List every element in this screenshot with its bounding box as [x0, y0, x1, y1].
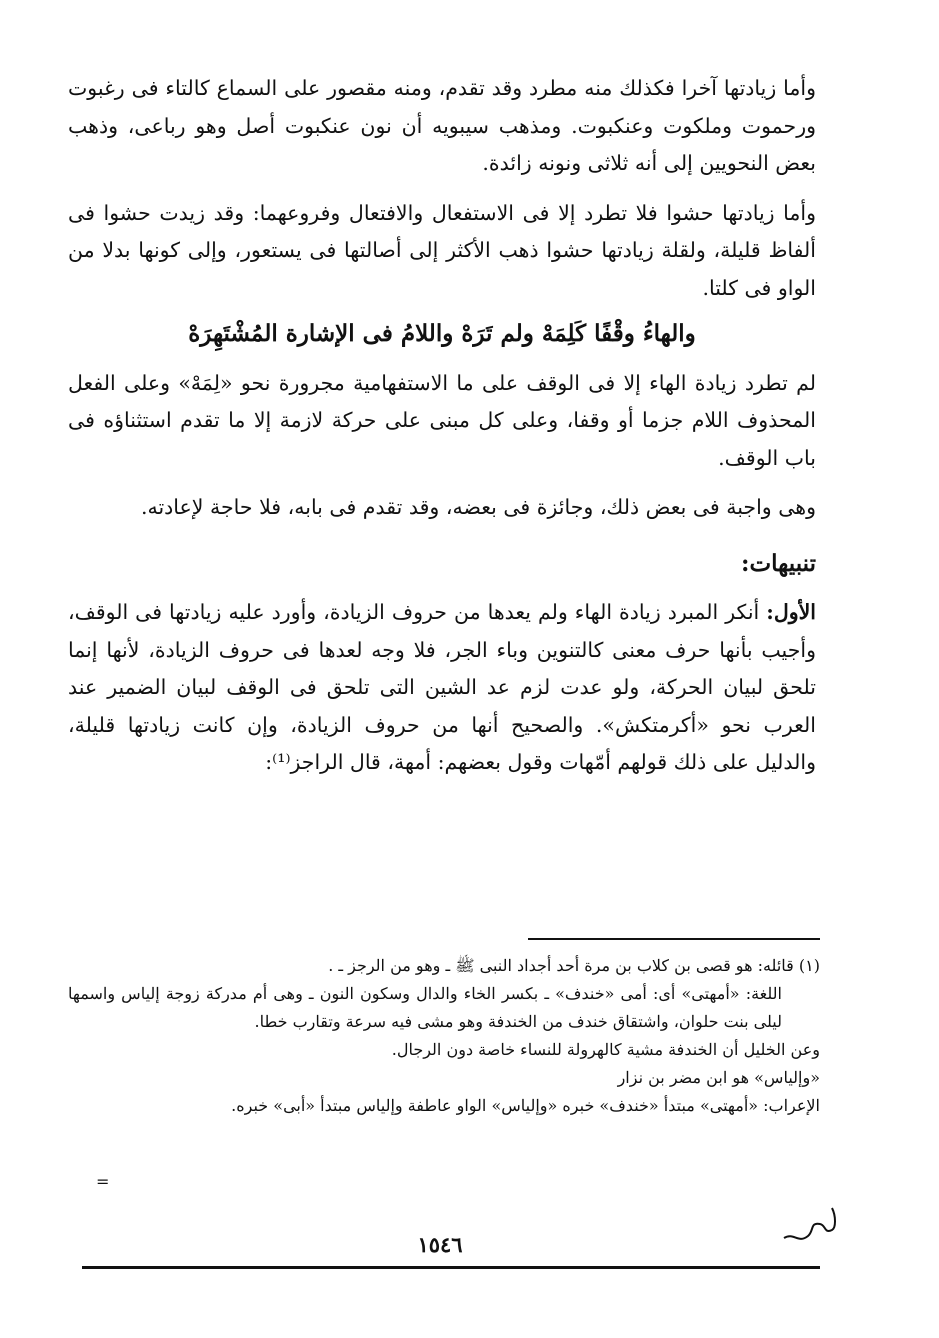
- paragraph-2: وأما زيادتها حشوا فلا تطرد إلا فى الاستفعال والافتعال وفروعهما: وقد زيدت حشوا فى ألفاظ قليلة، ولقلة زيادتها حشوا ذهب الأكثر إلى أصالتها فى يستعور، وإلى كونها بدلا من الواو فى كلتا.: [68, 200, 816, 300]
- paragraph-3: لم تطرد زيادة الهاء إلا فى الوقف على ما الاستفهامية مجرورة نحو «لِمَهْ» وعلى الفعل المحذوف اللام جزما أو وقفا، وعلى كل مبنى على حركة لازمة إلا ما تقدم استثناؤه فى باب الوقف.: [68, 370, 816, 470]
- paragraph-5: [68, 594, 816, 782]
- footnote-ilyas: «وإلياس» هو ابن مضر بن نزار: [617, 1068, 820, 1087]
- paragraph-4: وهى واجبة فى بعض ذلك، وجائزة فى بعضه، وقد تقدم فى بابه، فلا حاجة لإعادته.: [140, 495, 816, 519]
- continuation-mark: =: [96, 1172, 110, 1191]
- section-heading: تنبيهات:: [741, 549, 816, 577]
- bottom-rule: [82, 1266, 820, 1269]
- footnote-khalil: وعن الخليل أن الخندفة مشية كالهرولة للنساء خاصة دون الرجال.: [391, 1040, 820, 1059]
- footnote-iraab: الإعراب: «أمهتى» مبتدأ «خندف» خبره «وإلياس» الواو عاطفة وإلياس مبتدأ «أبى» خبره.: [231, 1096, 820, 1115]
- main-text: [68, 70, 816, 790]
- footnote-1: (١) قائله: هو قصى بن كلاب بن مرة أحد أجداد النبى ﷺ ـ وهو من الرجز ـ .: [328, 956, 820, 975]
- footnote-language: اللغة: «أمهتى» أى: أمى «خندف» ـ بكسر الخاء والدال وسكون النون ـ وهى أم مدركة زوجة إلياس واسمها ليلى بنت حلوان، واشتقاق خندف من الخندفة وهو مشى فيه سرعة وتقارب خطا.: [68, 984, 782, 1031]
- footnotes: [68, 952, 820, 1120]
- paragraph-5-lead: الأول:: [766, 600, 816, 624]
- scribble-mark: [780, 1198, 840, 1248]
- footnote-separator: [528, 938, 820, 940]
- paragraph-1: وأما زيادتها آخرا فكذلك منه مطرد وقد تقدم، ومنه مقصور على السماع كالتاء فى رغبوت ورحموت وملكوت وعنكبوت. ومذهب سيبويه أن نون عنكبوت أصل وهو رباعى، وذهب بعض النحويين إلى أنه ثلاثى ونونه زائدة.: [68, 76, 816, 175]
- paragraph-5-text: أنكر المبرد زيادة الهاء ولم يعدها من حروف الزيادة، وأورد عليه زيادتها فى الوقف، وأجيب بأنها حرف معنى كالتنوين وباء الجر، فلا وجه لعدها فى حروف الزيادة، لأنها إنما تلحق لبيان الحركة، ولو عدت لزم عد الشين التى تلحق فى الوقف لبيان الضمير عند العرب نحو «أكرمتكش». والصحيح أنها من حروف الزيادة، وإن كانت زيادتها قليلة، والدليل على ذلك قولهم أمّهات وقول بعضهم: أمهة، قال الراجز⁽¹⁾:: [68, 600, 816, 774]
- page-number: ١٥٤٦: [417, 1232, 463, 1257]
- verse-line: والهاءُ وقْفًا كَلِمَهْ ولم تَرَهْ واللامُ فى الإشارة المُشْتَهِرَهْ: [188, 320, 696, 347]
